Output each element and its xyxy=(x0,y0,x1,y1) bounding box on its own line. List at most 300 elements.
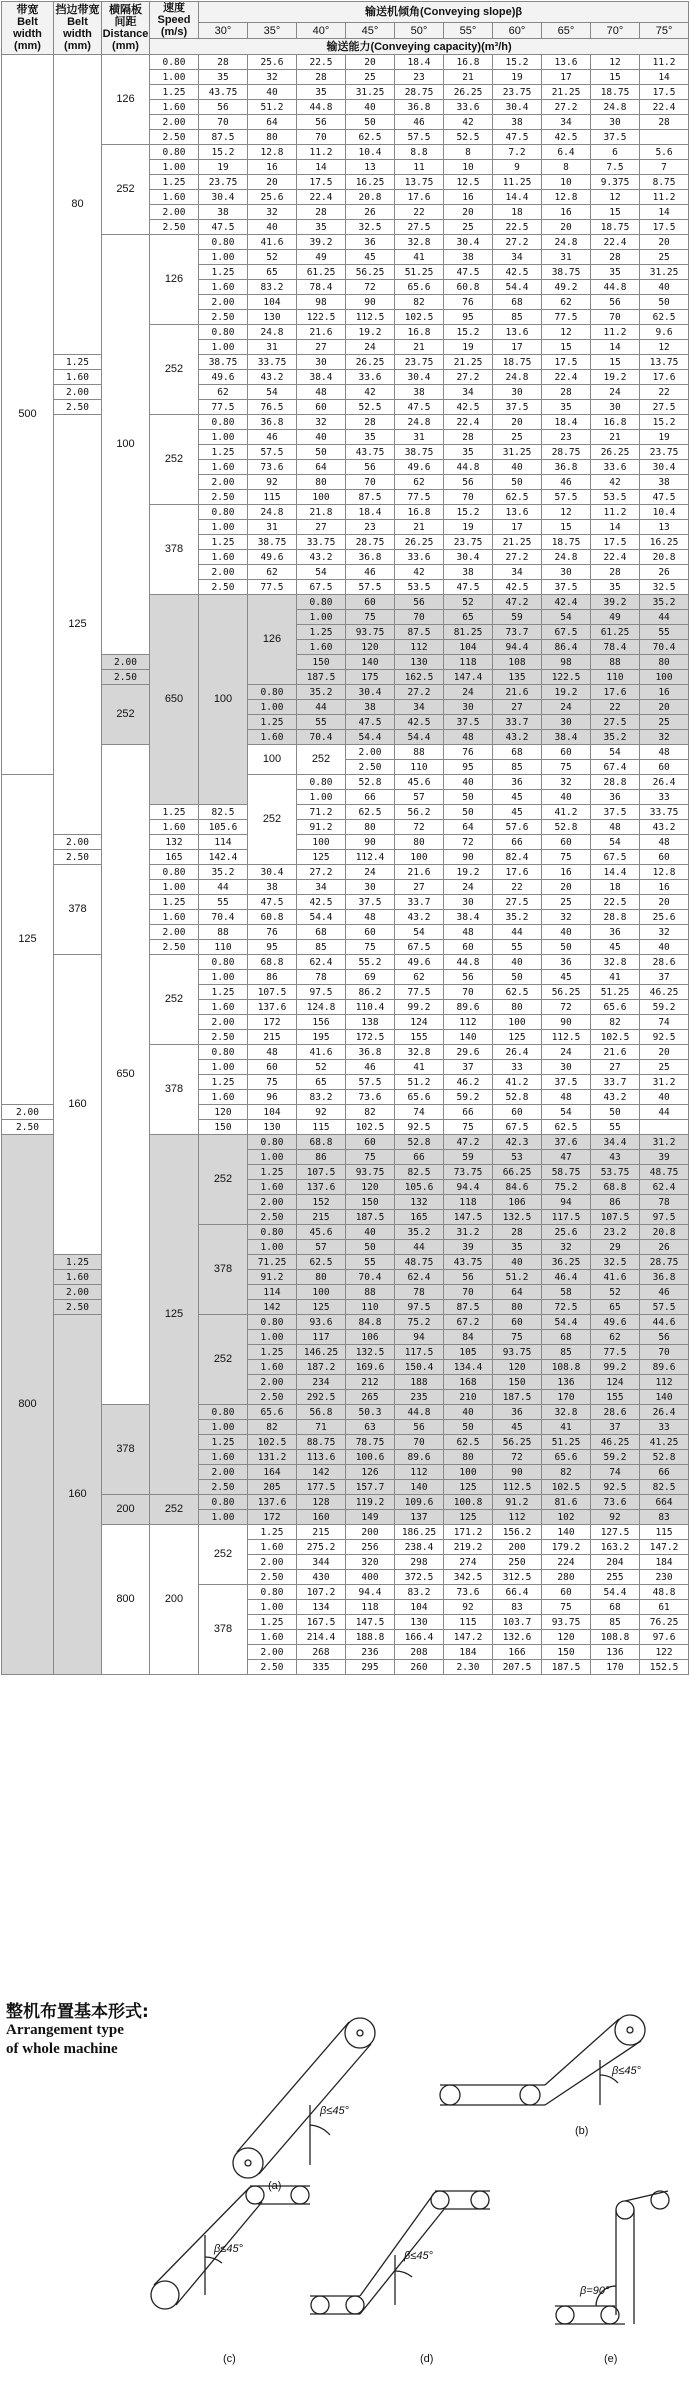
capacity-cell: 147.5 xyxy=(346,1615,395,1630)
capacity-cell: 48 xyxy=(444,730,493,745)
capacity-cell: 32.8 xyxy=(395,1045,444,1060)
capacity-cell: 25.6 xyxy=(248,55,297,70)
speed-cell: 1.00 xyxy=(150,160,199,175)
capacity-cell: 60 xyxy=(542,835,591,850)
capacity-cell: 62 xyxy=(248,565,297,580)
capacity-cell: 76.25 xyxy=(640,1615,689,1630)
capacity-cell: 27.2 xyxy=(395,685,444,700)
capacity-cell: 35.2 xyxy=(395,1225,444,1240)
capacity-cell: 89.6 xyxy=(395,1450,444,1465)
capacity-cell: 40 xyxy=(542,790,591,805)
capacity-cell: 52.8 xyxy=(395,1135,444,1150)
diagram-d xyxy=(310,2191,490,2314)
speed-cell: 2.00 xyxy=(199,295,248,310)
capacity-cell: 60.8 xyxy=(248,910,297,925)
capacity-cell: 62.4 xyxy=(395,1270,444,1285)
capacity-cell: 55 xyxy=(199,895,248,910)
capacity-cell: 200 xyxy=(346,1525,395,1540)
capacity-cell: 98 xyxy=(297,295,346,310)
slope-header: 输送机倾角(Conveying slope)β xyxy=(199,2,689,23)
capacity-cell: 91.2 xyxy=(297,820,346,835)
capacity-cell: 112.5 xyxy=(542,1030,591,1045)
capacity-cell: 60 xyxy=(444,940,493,955)
capacity-cell: 51.2 xyxy=(395,1075,444,1090)
capacity-cell: 24.8 xyxy=(248,505,297,520)
capacity-cell: 68 xyxy=(493,745,542,760)
capacity-cell: 62 xyxy=(199,385,248,400)
capacity-cell: 58.75 xyxy=(542,1165,591,1180)
speed-cell: 0.80 xyxy=(199,1405,248,1420)
capacity-cell: 48 xyxy=(297,385,346,400)
capacity-cell: 21.6 xyxy=(395,865,444,880)
capacity-cell: 160 xyxy=(297,1510,346,1525)
speed-cell: 2.00 xyxy=(150,925,199,940)
capacity-cell: 21 xyxy=(444,70,493,85)
capacity-cell: 11 xyxy=(395,160,444,175)
capacity-cell: 40 xyxy=(493,955,542,970)
speed-cell: 1.60 xyxy=(248,1630,297,1645)
capacity-cell: 74 xyxy=(395,1105,444,1120)
capacity-cell: 122.5 xyxy=(297,310,346,325)
capacity-cell: 112 xyxy=(395,640,444,655)
capacity-cell: 62 xyxy=(591,1330,640,1345)
capacity-cell: 43.75 xyxy=(199,85,248,100)
capacity-cell: 212 xyxy=(346,1375,395,1390)
capacity-cell: 18 xyxy=(591,880,640,895)
capacity-cell: 44.6 xyxy=(640,1315,689,1330)
capacity-cell: 100 xyxy=(297,835,346,850)
speed-cell: 2.50 xyxy=(54,850,102,865)
table-row xyxy=(2,1525,689,1540)
capacity-cell: 31 xyxy=(395,430,444,445)
capacity-cell: 179.2 xyxy=(542,1540,591,1555)
angle-header: 50° xyxy=(395,23,444,39)
capacity-cell: 80 xyxy=(640,655,689,670)
diagram-c-angle: β≤45° xyxy=(214,2243,243,2255)
capacity-cell: 2.30 xyxy=(444,1660,493,1675)
arrangement-section xyxy=(0,1995,690,2385)
capacity-cell: 372.5 xyxy=(395,1570,444,1585)
capacity-cell: 34 xyxy=(444,385,493,400)
capacity-cell: 42 xyxy=(395,565,444,580)
capacity-cell: 6.4 xyxy=(542,145,591,160)
capacity-cell: 125 xyxy=(444,1510,493,1525)
capacity-cell: 120 xyxy=(493,1360,542,1375)
capacity-cell: 62 xyxy=(395,475,444,490)
capacity-cell: 66 xyxy=(395,1150,444,1165)
capacity-cell: 106 xyxy=(493,1195,542,1210)
speed-cell: 1.00 xyxy=(199,250,248,265)
capacity-cell: 67.5 xyxy=(297,580,346,595)
table-row xyxy=(2,1495,689,1510)
capacity-cell: 224 xyxy=(542,1555,591,1570)
capacity-cell: 86.4 xyxy=(542,640,591,655)
capacity-cell: 230 xyxy=(640,1570,689,1585)
capacity-cell: 17.5 xyxy=(542,355,591,370)
capacity-cell: 65.6 xyxy=(591,1000,640,1015)
capacity-cell: 104 xyxy=(248,1105,297,1120)
capacity-cell: 30 xyxy=(297,355,346,370)
capacity-cell: 169.6 xyxy=(346,1360,395,1375)
capacity-cell: 60 xyxy=(640,760,689,775)
capacity-cell: 19 xyxy=(199,160,248,175)
diagram-b xyxy=(440,2015,645,2105)
speed-cell: 2.50 xyxy=(199,490,248,505)
capacity-cell: 112 xyxy=(640,1375,689,1390)
capacity-cell: 112 xyxy=(444,1015,493,1030)
capacity-cell: 20 xyxy=(640,235,689,250)
capacity-cell: 16 xyxy=(640,880,689,895)
capacity-cell: 24 xyxy=(346,340,395,355)
capacity-cell: 92.5 xyxy=(591,1480,640,1495)
capacity-cell: 23 xyxy=(395,70,444,85)
capacity-cell: 19 xyxy=(444,520,493,535)
table-row xyxy=(2,55,689,70)
capacity-cell: 9.6 xyxy=(640,325,689,340)
capacity-cell: 34 xyxy=(493,565,542,580)
capacity-cell: 49.6 xyxy=(395,955,444,970)
diagram-a-label: (a) xyxy=(268,2180,282,2192)
capacity-cell: 130 xyxy=(395,655,444,670)
capacity-cell: 17.6 xyxy=(493,865,542,880)
capacity-cell: 165 xyxy=(150,850,199,865)
capacity-cell: 44 xyxy=(493,925,542,940)
capacity-cell: 137.6 xyxy=(297,1180,346,1195)
capacity-cell: 41 xyxy=(395,1060,444,1075)
capacity-cell: 33.6 xyxy=(346,370,395,385)
capacity-cell: 30 xyxy=(591,115,640,130)
capacity-cell: 11.2 xyxy=(591,505,640,520)
capacity-cell: 36.8 xyxy=(640,1270,689,1285)
speed-cell: 0.80 xyxy=(248,685,297,700)
speed-cell: 2.50 xyxy=(248,1570,297,1585)
capacity-cell: 76 xyxy=(248,925,297,940)
capacity-cell: 184 xyxy=(640,1555,689,1570)
capacity-cell: 24 xyxy=(542,1045,591,1060)
capacity-cell: 92 xyxy=(297,1105,346,1120)
diagram-b-label: (b) xyxy=(575,2125,589,2137)
capacity-cell: 92 xyxy=(444,1600,493,1615)
capacity-cell: 14 xyxy=(591,340,640,355)
diagram-a-angle: β≤45° xyxy=(320,2105,349,2117)
capacity-cell: 44.8 xyxy=(395,1405,444,1420)
capacity-cell: 46 xyxy=(542,475,591,490)
capacity-cell: 38.75 xyxy=(395,445,444,460)
speed-cell: 2.00 xyxy=(150,205,199,220)
capacity-cell: 12.8 xyxy=(640,865,689,880)
speed-cell: 2.00 xyxy=(248,1375,297,1390)
capacity-cell: 49.6 xyxy=(395,460,444,475)
capacity-cell: 54 xyxy=(542,610,591,625)
capacity-cell: 16.8 xyxy=(395,325,444,340)
capacity-cell: 57 xyxy=(395,790,444,805)
capacity-cell: 75.2 xyxy=(395,1315,444,1330)
table-row xyxy=(2,1405,689,1420)
speed-cell: 2.00 xyxy=(248,1555,297,1570)
capacity-cell: 49 xyxy=(297,250,346,265)
speed-cell: 1.00 xyxy=(199,1420,248,1435)
capacity-cell: 24.8 xyxy=(542,235,591,250)
capacity-cell: 35.2 xyxy=(493,910,542,925)
capacity-cell: 50 xyxy=(444,805,493,820)
capacity-cell: 24.8 xyxy=(542,550,591,565)
capacity-cell: 235 xyxy=(395,1390,444,1405)
speed-cell: 0.80 xyxy=(297,775,346,790)
capacity-cell: 117.5 xyxy=(395,1345,444,1360)
capacity-cell: 335 xyxy=(297,1660,346,1675)
capacity-cell: 20 xyxy=(640,895,689,910)
capacity-cell: 162.5 xyxy=(395,670,444,685)
speed-cell: 1.00 xyxy=(297,790,346,805)
capacity-cell: 62.5 xyxy=(444,1435,493,1450)
capacity-cell: 120 xyxy=(346,1180,395,1195)
capacity-cell: 97.5 xyxy=(395,1300,444,1315)
capacity-cell: 65.6 xyxy=(395,280,444,295)
capacity-cell: 32 xyxy=(542,775,591,790)
capacity-cell: 10.4 xyxy=(346,145,395,160)
capacity-cell: 120 xyxy=(542,1630,591,1645)
capacity-cell: 35 xyxy=(444,445,493,460)
capacity-cell: 50 xyxy=(346,115,395,130)
speed-cell: 1.00 xyxy=(199,970,248,985)
speed-cell: 2.50 xyxy=(54,400,102,415)
capacity-cell: 150 xyxy=(199,1120,248,1135)
edge-height-cell: 125 xyxy=(150,1135,199,1495)
capacity-cell: 44.8 xyxy=(444,460,493,475)
capacity-cell: 42.5 xyxy=(542,130,591,145)
capacity-cell: 42.5 xyxy=(493,580,542,595)
capacity-cell: 274 xyxy=(444,1555,493,1570)
capacity-cell: 44.8 xyxy=(591,280,640,295)
capacity-cell: 112 xyxy=(493,1510,542,1525)
capacity-cell: 45.6 xyxy=(297,1225,346,1240)
capacity-cell: 87.5 xyxy=(444,1300,493,1315)
capacity-cell: 17.5 xyxy=(591,535,640,550)
capacity-cell: 23.2 xyxy=(591,1225,640,1240)
capacity-cell: 92.5 xyxy=(640,1030,689,1045)
capacity-cell: 56 xyxy=(395,1420,444,1435)
capacity-cell: 150 xyxy=(346,1195,395,1210)
capacity-cell: 75 xyxy=(542,760,591,775)
capacity-cell: 28.8 xyxy=(591,775,640,790)
arrangement-title-en: Arrangement type of whole machine xyxy=(6,2022,124,2057)
capacity-cell: 38 xyxy=(199,205,248,220)
capacity-cell: 21 xyxy=(395,340,444,355)
capacity-cell: 36 xyxy=(493,775,542,790)
speed-cell: 1.00 xyxy=(199,1510,248,1525)
capacity-cell: 34.4 xyxy=(591,1135,640,1150)
speed-cell: 2.50 xyxy=(199,1480,248,1495)
capacity-cell: 205 xyxy=(248,1480,297,1495)
capacity-cell: 80 xyxy=(346,820,395,835)
capacity-cell: 75 xyxy=(542,850,591,865)
capacity-cell: 28 xyxy=(542,385,591,400)
capacity-cell: 30.4 xyxy=(248,865,297,880)
speed-cell: 1.25 xyxy=(297,625,346,640)
angle-header: 35° xyxy=(248,23,297,39)
capacity-cell: 65.6 xyxy=(248,1405,297,1420)
edge-height-cell: 160 xyxy=(54,955,102,1255)
capacity-cell: 47.5 xyxy=(248,895,297,910)
capacity-cell: 28 xyxy=(591,565,640,580)
capacity-cell: 94.4 xyxy=(346,1585,395,1600)
capacity-cell: 90 xyxy=(444,850,493,865)
capacity-cell: 344 xyxy=(297,1555,346,1570)
capacity-cell: 97.6 xyxy=(640,1630,689,1645)
capacity-cell: 118 xyxy=(444,1195,493,1210)
cleat-distance-cell: 378 xyxy=(150,1045,199,1135)
capacity-cell: 130 xyxy=(395,1615,444,1630)
speed-cell: 2.00 xyxy=(150,115,199,130)
capacity-cell: 95 xyxy=(248,940,297,955)
capacity-cell: 30 xyxy=(542,715,591,730)
cleat-distance-cell: 126 xyxy=(102,55,150,145)
capacity-cell: 66 xyxy=(346,790,395,805)
capacity-cell: 215 xyxy=(297,1525,346,1540)
capacity-cell: 85 xyxy=(542,1345,591,1360)
capacity-cell: 214.4 xyxy=(297,1630,346,1645)
capacity-cell: 35.2 xyxy=(591,730,640,745)
capacity-cell: 19 xyxy=(640,430,689,445)
capacity-cell: 56 xyxy=(444,1270,493,1285)
capacity-cell: 22 xyxy=(395,205,444,220)
capacity-cell: 13.75 xyxy=(640,355,689,370)
capacity-cell: 57.5 xyxy=(346,1075,395,1090)
capacity-cell: 124 xyxy=(591,1375,640,1390)
speed-cell: 1.60 xyxy=(297,640,346,655)
capacity-cell: 20.8 xyxy=(640,550,689,565)
capacity-cell: 27.2 xyxy=(297,865,346,880)
capacity-cell: 47.5 xyxy=(640,490,689,505)
capacity-cell: 82.5 xyxy=(199,805,248,820)
cleat-distance-cell: 378 xyxy=(102,1405,150,1495)
capacity-cell: 87.5 xyxy=(395,625,444,640)
capacity-cell: 23.75 xyxy=(395,355,444,370)
capacity-cell: 32 xyxy=(248,205,297,220)
capacity-cell: 59 xyxy=(444,1150,493,1165)
speed-cell: 1.25 xyxy=(248,715,297,730)
capacity-cell: 33.6 xyxy=(591,460,640,475)
capacity-cell: 71.25 xyxy=(248,1255,297,1270)
capacity-cell: 65 xyxy=(591,1300,640,1315)
capacity-cell: 215 xyxy=(297,1210,346,1225)
capacity-cell: 122 xyxy=(640,1645,689,1660)
capacity-cell: 66 xyxy=(493,835,542,850)
capacity-cell: 65 xyxy=(248,265,297,280)
capacity-cell: 14 xyxy=(591,520,640,535)
capacity-cell: 52.5 xyxy=(346,400,395,415)
speed-cell: 1.25 xyxy=(199,985,248,1000)
capacity-cell: 155 xyxy=(395,1030,444,1045)
capacity-cell: 38.75 xyxy=(199,355,248,370)
edge-height-cell: 125 xyxy=(54,415,102,835)
capacity-cell: 30.4 xyxy=(640,460,689,475)
capacity-cell: 82 xyxy=(248,1420,297,1435)
capacity-cell: 46 xyxy=(395,115,444,130)
capacity-cell: 56.2 xyxy=(395,805,444,820)
capacity-cell: 14.4 xyxy=(493,190,542,205)
capacity-cell: 66.25 xyxy=(493,1165,542,1180)
capacity-cell: 20 xyxy=(346,55,395,70)
capacity-cell: 66.4 xyxy=(493,1585,542,1600)
capacity-cell: 88 xyxy=(199,925,248,940)
capacity-cell: 28.75 xyxy=(346,535,395,550)
capacity-cell: 132 xyxy=(150,835,199,850)
capacity-cell: 56.25 xyxy=(346,265,395,280)
capacity-cell: 215 xyxy=(248,1030,297,1045)
capacity-cell: 62.4 xyxy=(297,955,346,970)
capacity-cell: 102.5 xyxy=(346,1120,395,1135)
capacity-cell: 45 xyxy=(493,1420,542,1435)
edge-height-cell: 100 xyxy=(102,235,150,655)
capacity-cell: 46.4 xyxy=(542,1270,591,1285)
capacity-cell: 60 xyxy=(542,1585,591,1600)
capacity-cell: 58 xyxy=(542,1285,591,1300)
capacity-cell: 97.5 xyxy=(297,985,346,1000)
capacity-cell: 102.5 xyxy=(591,1030,640,1045)
capacity-cell: 38 xyxy=(640,475,689,490)
capacity-cell: 53.5 xyxy=(395,580,444,595)
capacity-cell: 53 xyxy=(493,1150,542,1165)
capacity-cell: 125 xyxy=(297,1300,346,1315)
speed-cell: 2.50 xyxy=(54,1300,102,1315)
capacity-cell: 56 xyxy=(591,295,640,310)
capacity-cell: 187.2 xyxy=(297,1360,346,1375)
capacity-cell: 40 xyxy=(248,85,297,100)
capacity-cell: 102 xyxy=(542,1510,591,1525)
capacity-cell: 95 xyxy=(444,310,493,325)
speed-cell: 0.80 xyxy=(199,1045,248,1060)
cleat-distance-cell: 126 xyxy=(150,235,199,325)
capacity-cell: 108 xyxy=(493,655,542,670)
capacity-cell: 30.4 xyxy=(444,550,493,565)
speed-cell: 2.50 xyxy=(248,1660,297,1675)
capacity-cell: 16.25 xyxy=(346,175,395,190)
capacity-cell: 80 xyxy=(395,835,444,850)
capacity-cell: 134.4 xyxy=(444,1360,493,1375)
capacity-cell: 137.6 xyxy=(248,1000,297,1015)
capacity-cell: 19.2 xyxy=(591,370,640,385)
capacity-cell: 62 xyxy=(395,970,444,985)
capacity-cell: 22.5 xyxy=(591,895,640,910)
capacity-cell: 48 xyxy=(248,1045,297,1060)
speed-cell: 2.00 xyxy=(199,565,248,580)
capacity-cell: 68.8 xyxy=(591,1180,640,1195)
capacity-cell: 24 xyxy=(591,385,640,400)
angle-header: 40° xyxy=(297,23,346,39)
angle-header: 45° xyxy=(346,23,395,39)
capacity-cell: 73.75 xyxy=(444,1165,493,1180)
speed-cell: 0.80 xyxy=(199,235,248,250)
capacity-cell: 25 xyxy=(640,1060,689,1075)
capacity-cell: 41 xyxy=(591,970,640,985)
capacity-cell: 16 xyxy=(542,205,591,220)
capacity-cell: 104 xyxy=(395,1600,444,1615)
capacity-cell: 35 xyxy=(591,265,640,280)
capacity-cell: 44 xyxy=(297,700,346,715)
capacity-cell: 32 xyxy=(248,70,297,85)
capacity-cell: 27.5 xyxy=(395,220,444,235)
capacity-cell: 28 xyxy=(591,250,640,265)
capacity-cell: 46.25 xyxy=(591,1435,640,1450)
capacity-cell: 31.2 xyxy=(640,1135,689,1150)
speed-cell: 2.00 xyxy=(248,1195,297,1210)
capacity-cell: 51.2 xyxy=(248,100,297,115)
capacity-cell: 48.75 xyxy=(395,1255,444,1270)
capacity-cell: 26.4 xyxy=(640,775,689,790)
capacity-cell: 88.75 xyxy=(297,1435,346,1450)
capacity-cell: 171.2 xyxy=(444,1525,493,1540)
